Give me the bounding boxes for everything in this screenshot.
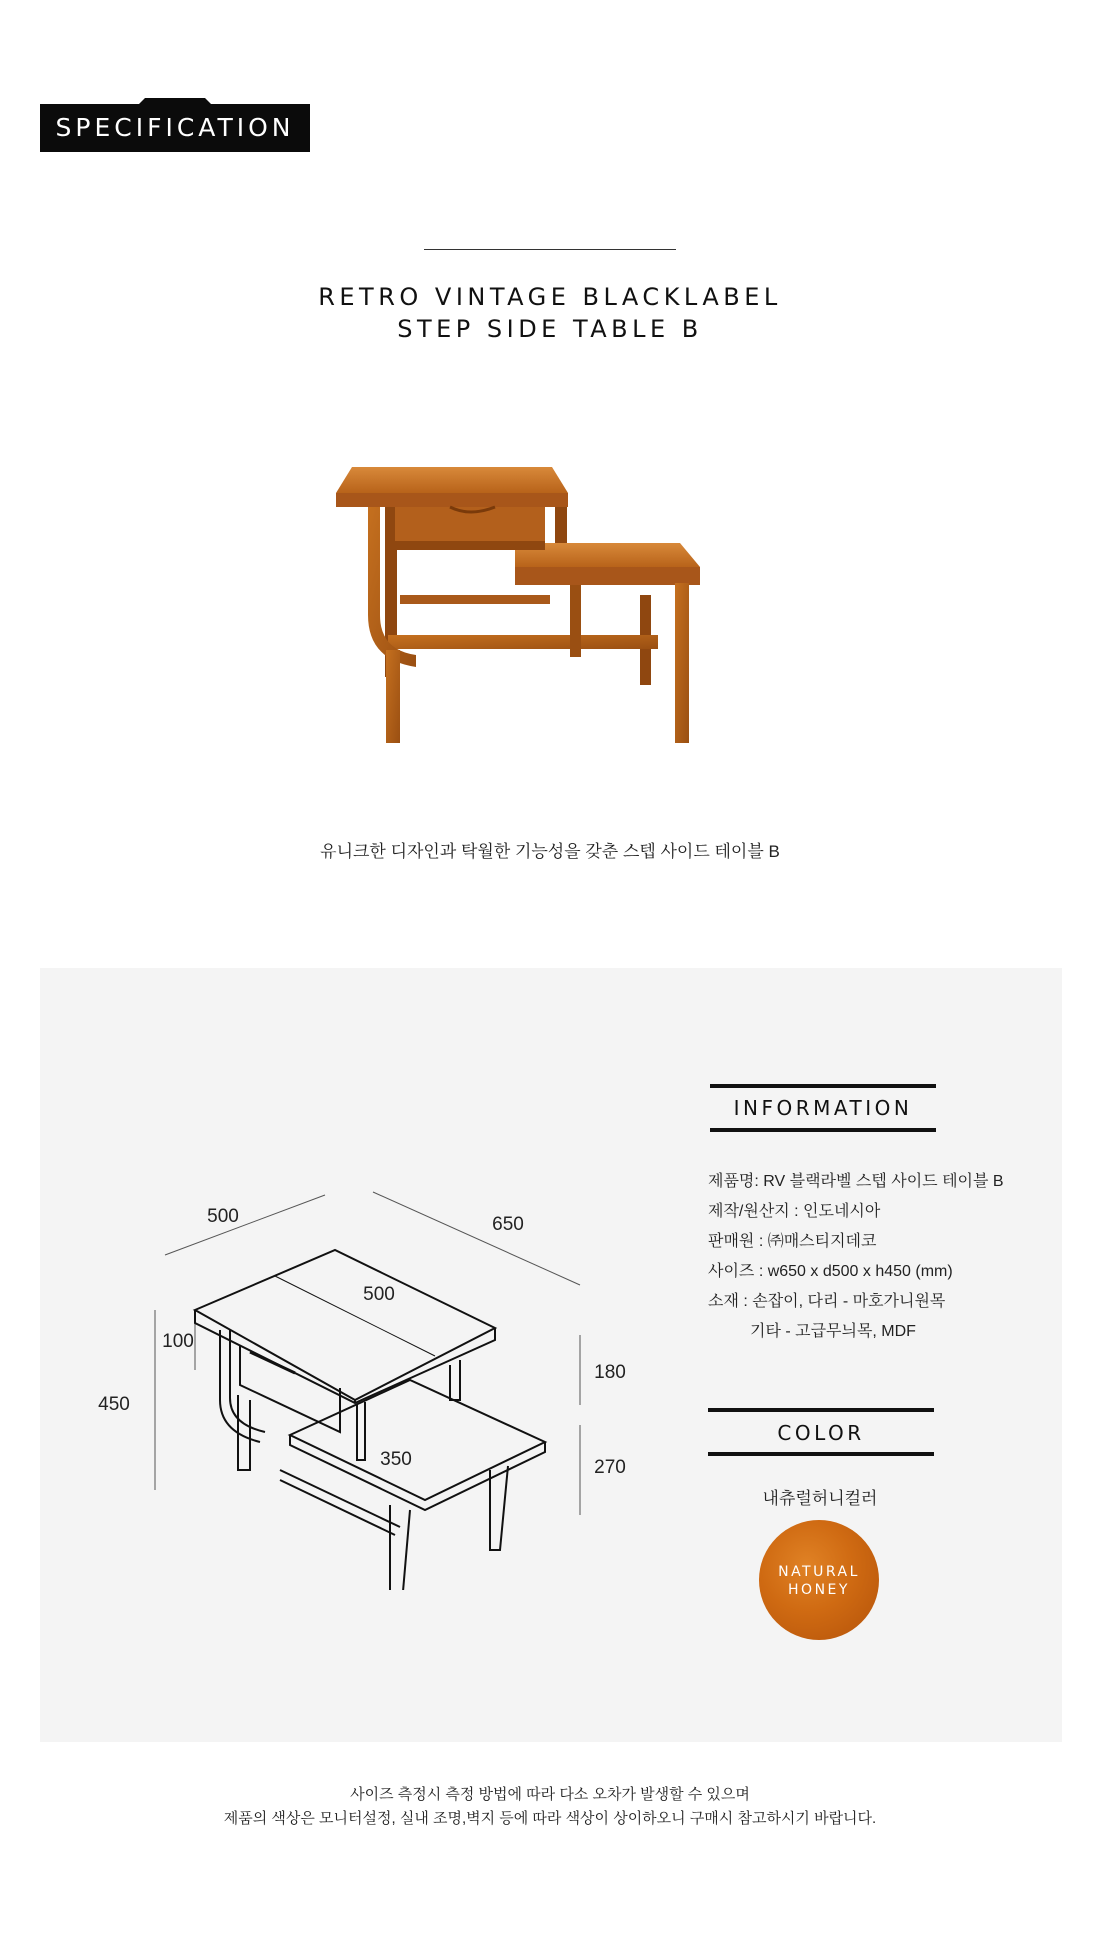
dim-label-upper-height: 180 xyxy=(594,1362,626,1383)
info-origin: 제작/원산지 : 인도네시아 xyxy=(708,1203,881,1220)
information-rule-bottom xyxy=(710,1128,936,1132)
product-tagline: 유니크한 디자인과 탁월한 기능성을 갖춘 스텝 사이드 테이블 B xyxy=(320,842,780,861)
info-product-name: 제품명: RV 블랙라벨 스텝 사이드 테이블 B xyxy=(708,1173,1004,1190)
dim-line-depth xyxy=(165,1195,325,1255)
info-material: 소재 : 손잡이, 다리 - 마호가니원목 xyxy=(708,1293,946,1310)
footnote-line2: 제품의 색상은 모니터설정, 실내 조명,벽지 등에 따라 색상이 상이하오니 구매시 참고하시기 바랍니다. xyxy=(223,1810,877,1827)
dim-label-drawer: 100 xyxy=(162,1331,194,1352)
dim-label-total-height: 450 xyxy=(98,1394,130,1415)
dim-label-lower-height: 270 xyxy=(594,1457,626,1478)
specification-badge-label: SPECIFICATION xyxy=(55,113,295,142)
product-title-line2: STEP SIDE TABLE B xyxy=(397,315,703,343)
dim-label-top-width: 650 xyxy=(492,1214,524,1235)
dim-label-top-depth: 500 xyxy=(207,1206,239,1227)
info-material-other: 기타 - 고급무늬목, MDF xyxy=(750,1323,916,1340)
footnote-line1: 사이즈 측정시 측정 방법에 따라 다소 오차가 발생할 수 있으며 xyxy=(350,1786,750,1803)
info-size: 사이즈 : w650 x d500 x h450 (mm) xyxy=(708,1263,953,1280)
product-photo xyxy=(320,445,720,745)
color-rule-bottom xyxy=(708,1452,934,1456)
dim-label-lower-shelf: 350 xyxy=(380,1449,412,1470)
dim-line-width xyxy=(373,1192,580,1285)
information-rule-top xyxy=(710,1084,936,1088)
swatch-label-line2: HONEY xyxy=(788,1582,850,1598)
color-heading: COLOR xyxy=(777,1421,865,1445)
color-rule-top xyxy=(708,1408,934,1412)
color-name: 내츄럴허니컬러 xyxy=(762,1489,878,1508)
information-list xyxy=(708,1167,1068,1347)
swatch-label-line1: NATURAL xyxy=(778,1564,860,1580)
title-divider xyxy=(424,249,676,250)
dim-label-upper-top: 500 xyxy=(363,1284,395,1305)
dimension-diagram xyxy=(80,1170,640,1590)
product-title-line1: RETRO VINTAGE BLACKLABEL xyxy=(318,283,782,311)
info-seller: 판매원 : ㈜매스티지데코 xyxy=(708,1233,877,1250)
information-heading: INFORMATION xyxy=(733,1096,913,1120)
